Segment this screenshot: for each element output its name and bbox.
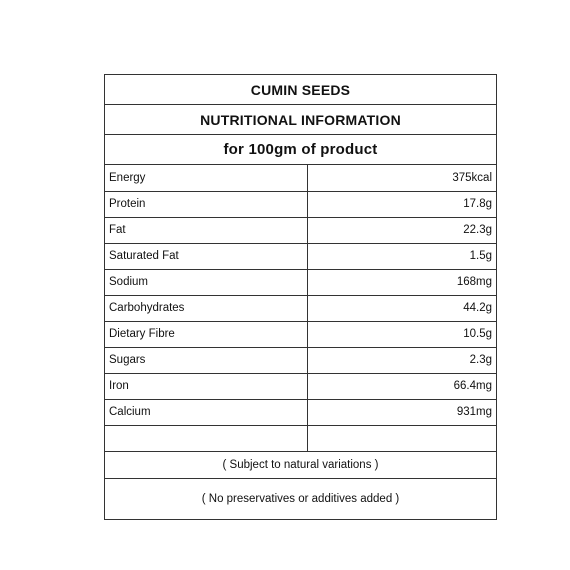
nutrient-name: Iron	[105, 373, 307, 399]
table-row	[105, 347, 496, 373]
nutrient-name: Calcium	[105, 399, 307, 425]
nutrient-value: 1.5g	[307, 243, 496, 269]
nutrient-value: 375kcal	[307, 165, 496, 191]
nutrient-value	[307, 425, 496, 451]
nutrient-name: Sugars	[105, 347, 307, 373]
nutrient-name: Protein	[105, 191, 307, 217]
nutrition-label	[104, 74, 497, 520]
table-row	[105, 191, 496, 217]
table-row	[105, 399, 496, 425]
nutrient-name: Sodium	[105, 269, 307, 295]
nutrient-value: 10.5g	[307, 321, 496, 347]
table-row	[105, 321, 496, 347]
nutrient-value: 931mg	[307, 399, 496, 425]
nutrient-value: 2.3g	[307, 347, 496, 373]
nutrient-name: Dietary Fibre	[105, 321, 307, 347]
serving-basis: for 100gm of product	[105, 135, 496, 165]
nutrient-name: Saturated Fat	[105, 243, 307, 269]
table-row	[105, 295, 496, 321]
nutrient-value: 44.2g	[307, 295, 496, 321]
nutrient-name: Carbohydrates	[105, 295, 307, 321]
nutrition-table	[105, 165, 496, 452]
nutrient-value: 168mg	[307, 269, 496, 295]
table-row	[105, 243, 496, 269]
nutrient-name	[105, 425, 307, 451]
product-title: CUMIN SEEDS	[105, 75, 496, 105]
nutrient-name: Energy	[105, 165, 307, 191]
nutrient-value: 66.4mg	[307, 373, 496, 399]
preservatives-note: ( No preservatives or additives added )	[201, 492, 400, 505]
table-row-empty	[105, 425, 496, 451]
section-heading: NUTRITIONAL INFORMATION	[105, 105, 496, 135]
nutrient-value: 17.8g	[307, 191, 496, 217]
table-row	[105, 269, 496, 295]
table-row	[105, 373, 496, 399]
table-row	[105, 217, 496, 243]
variation-note: ( Subject to natural variations )	[105, 452, 496, 479]
nutrient-value: 22.3g	[307, 217, 496, 243]
table-row	[105, 165, 496, 191]
nutrient-name: Fat	[105, 217, 307, 243]
